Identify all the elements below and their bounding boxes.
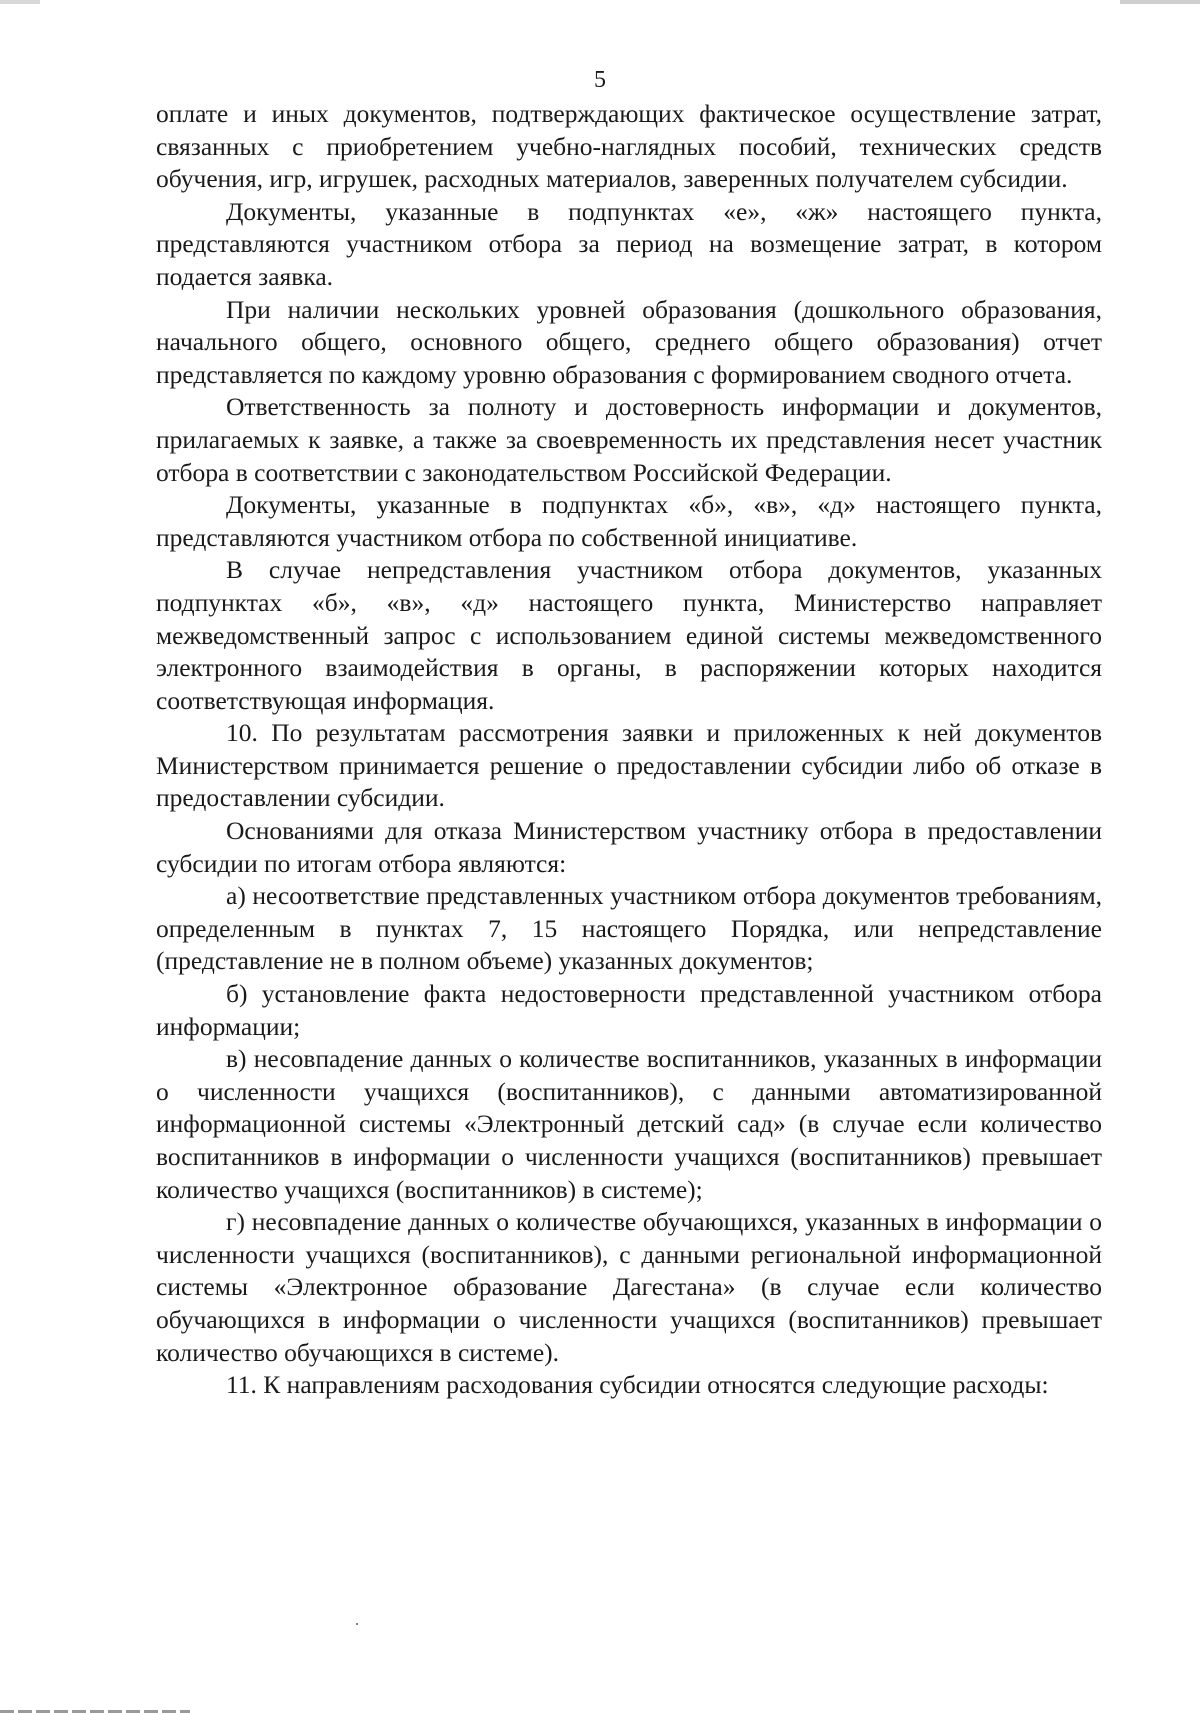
paragraph-responsibility: Ответственность за полноту и достоверность информации и документов, прилагаемых к заявке, а также за своевременность их представления несет участник отбора в соответствии с законодательством Российской Федерации. xyxy=(156,392,1102,487)
paragraph-education-levels: При наличии нескольких уровней образования (дошкольного образования, начального общего, основного общего, среднего общего образования) отчет представляется по каждому уровню образования с формированием сводного отчета. xyxy=(156,294,1102,389)
paragraph-item-10: 10. По результатам рассмотрения заявки и приложенных к ней документов Министерством принимается решение о предоставлении субсидии либо об отказе в предоставлении субсидии. xyxy=(156,718,1102,813)
scan-speck xyxy=(356,1623,358,1625)
paragraph-interagency-request: В случае непредставления участником отбора документов, указанных подпунктах «б», «в», «д» настоящего пункта, Министерство направляет межведомственный запрос с использованием единой системы межведомственного электронного взаимодействия в органы, в распоряжении которых находится соответствующая информация. xyxy=(156,555,1102,715)
paragraph-subitem-g: г) несовпадение данных о количестве обучающихся, указанных в информации о численности учащихся (воспитанников), с данными региональной информационной системы «Электронное образование Дагестана» (в случае если количество обучающихся в информации о численности учащихся (воспитанников) превышает количество обучающихся в системе). xyxy=(156,1207,1102,1367)
paragraph-refusal-grounds: Основаниями для отказа Министерством участнику отбора в предоставлении субсидии по итогам отбора являются: xyxy=(156,816,1102,878)
paragraph-continuation: оплате и иных документов, подтверждающих фактическое осуществление затрат, связанных с приобретением учебно-наглядных пособий, технических средств обучения, игр, игрушек, расходных материалов, заверенных получателем субсидии. xyxy=(156,99,1102,194)
page-number: 5 xyxy=(594,67,606,93)
paragraph-documents-e-zh: Документы, указанные в подпунктах «е», «ж» настоящего пункта, представляются участником отбора за период на возмещение затрат, в котором подается заявка. xyxy=(156,196,1102,291)
paragraph-subitem-a: а) несоответствие представленных участником отбора документов требованиям, определенным в пунктах 7, 15 настоящего Порядка, или непредставление (представление не в полном объеме) указанных документов; xyxy=(156,881,1102,976)
paragraph-own-initiative: Документы, указанные в подпунктах «б», «в», «д» настоящего пункта, представляются участником отбора по собственной инициативе. xyxy=(156,490,1102,552)
paragraph-subitem-v: в) несовпадение данных о количестве воспитанников, указанных в информации о численности учащихся (воспитанников), с данными автоматизированной информационной системы «Электронный детский сад» (в случае если количество воспитанников в информации о численности учащихся (воспитанников) превышает количество учащихся (воспитанников) в системе); xyxy=(156,1044,1102,1204)
document-body xyxy=(156,98,1102,1402)
paragraph-subitem-b: б) установление факта недостоверности представленной участником отбора информации; xyxy=(156,979,1102,1041)
scan-edge-top xyxy=(0,0,1200,4)
paragraph-item-11: 11. К направлениям расходования субсидии относятся следующие расходы: xyxy=(226,1370,1049,1400)
